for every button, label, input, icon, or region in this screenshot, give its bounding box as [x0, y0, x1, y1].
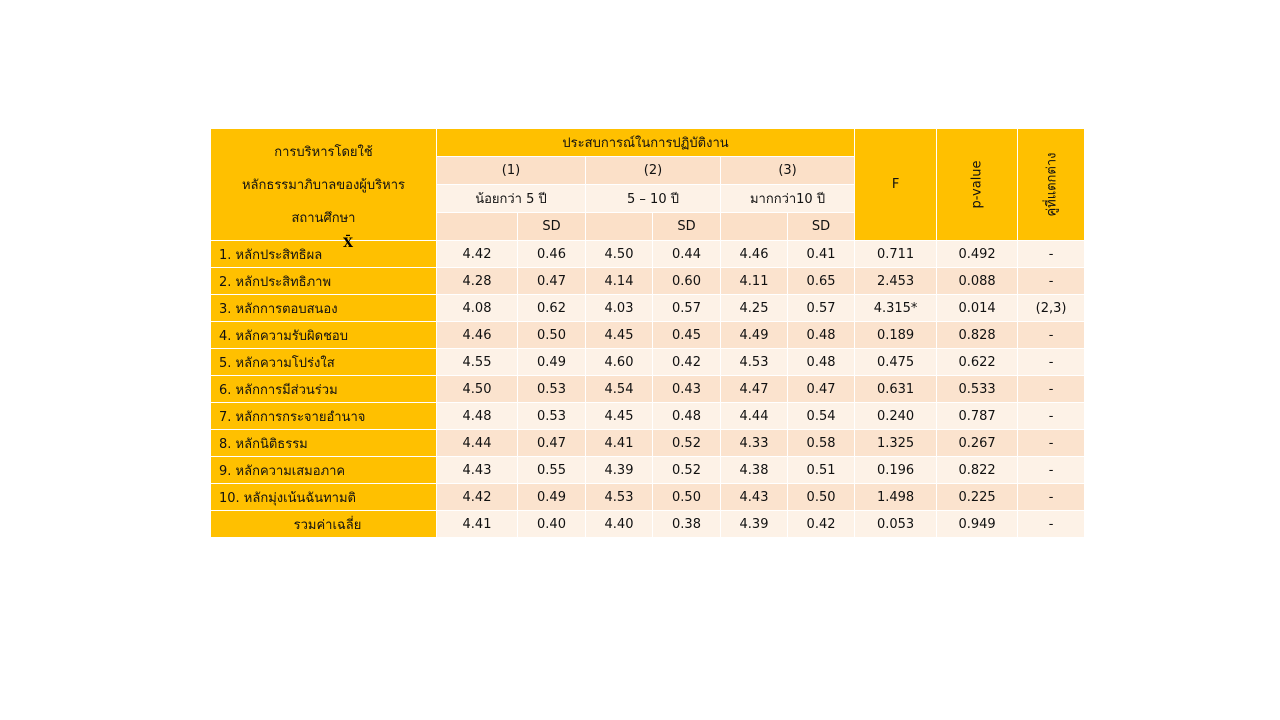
cell-f: 0.240 — [855, 403, 937, 430]
pairs-label: คู่ที่แตกต่าง — [1044, 152, 1060, 217]
group-1-number: (1) — [437, 157, 586, 185]
group-3-sd-header: SD — [788, 213, 855, 241]
cell-s3: 0.54 — [788, 403, 855, 430]
cell-m2: 4.54 — [586, 376, 653, 403]
cell-m3: 4.49 — [721, 322, 788, 349]
cell-m2: 4.39 — [586, 457, 653, 484]
cell-pair: - — [1018, 457, 1085, 484]
cell-pair: - — [1018, 430, 1085, 457]
cell-s2: 0.44 — [653, 241, 721, 268]
table-row — [211, 484, 1085, 511]
group-3-label: มากกว่า10 ปี — [721, 185, 855, 213]
group-1-label: น้อยกว่า 5 ปี — [437, 185, 586, 213]
cell-s2: 0.52 — [653, 430, 721, 457]
cell-m2: 4.45 — [586, 322, 653, 349]
table-row — [211, 322, 1085, 349]
p-value-label: p-value — [969, 160, 985, 209]
table-row — [211, 403, 1085, 430]
cell-s2: 0.43 — [653, 376, 721, 403]
cell-f: 0.475 — [855, 349, 937, 376]
cell-f: 0.631 — [855, 376, 937, 403]
anova-table — [210, 128, 1085, 538]
cell-s2: 0.50 — [653, 484, 721, 511]
cell-m1: 4.42 — [437, 484, 518, 511]
table-row — [211, 241, 1085, 268]
cell-m3: 4.44 — [721, 403, 788, 430]
cell-s2: 0.60 — [653, 268, 721, 295]
cell-s1: 0.50 — [518, 322, 586, 349]
table-row — [211, 349, 1085, 376]
cell-s1: 0.53 — [518, 376, 586, 403]
table-row — [211, 511, 1085, 538]
cell-m1: 4.08 — [437, 295, 518, 322]
cell-s3: 0.41 — [788, 241, 855, 268]
cell-s3: 0.42 — [788, 511, 855, 538]
cell-s2: 0.45 — [653, 322, 721, 349]
cell-s3: 0.47 — [788, 376, 855, 403]
cell-pair: - — [1018, 376, 1085, 403]
group-3-mean-header — [721, 213, 788, 241]
cell-s1: 0.46 — [518, 241, 586, 268]
cell-m1: 4.55 — [437, 349, 518, 376]
cell-pair: - — [1018, 511, 1085, 538]
cell-s1: 0.55 — [518, 457, 586, 484]
cell-m3: 4.25 — [721, 295, 788, 322]
cell-m2: 4.41 — [586, 430, 653, 457]
cell-pair: - — [1018, 484, 1085, 511]
cell-m2: 4.03 — [586, 295, 653, 322]
row-name: รวมค่าเฉลี่ย — [211, 511, 437, 538]
cell-p: 0.828 — [937, 322, 1018, 349]
cell-f: 1.498 — [855, 484, 937, 511]
cell-s3: 0.58 — [788, 430, 855, 457]
cell-s1: 0.53 — [518, 403, 586, 430]
row-name: 3. หลักการตอบสนอง — [211, 295, 437, 322]
cell-f: 0.196 — [855, 457, 937, 484]
row-name: 5. หลักความโปร่งใส — [211, 349, 437, 376]
cell-f: 1.325 — [855, 430, 937, 457]
table-row — [211, 457, 1085, 484]
cell-f: 0.711 — [855, 241, 937, 268]
cell-pair: (2,3) — [1018, 295, 1085, 322]
row-name: 8. หลักนิติธรรม — [211, 430, 437, 457]
cell-s2: 0.52 — [653, 457, 721, 484]
header-group-line-3: สถานศึกษา — [291, 211, 356, 226]
table-row — [211, 268, 1085, 295]
cell-m2: 4.45 — [586, 403, 653, 430]
cell-s1: 0.49 — [518, 484, 586, 511]
group-2-number: (2) — [586, 157, 721, 185]
cell-m3: 4.47 — [721, 376, 788, 403]
cell-s3: 0.50 — [788, 484, 855, 511]
header-pairs — [1018, 129, 1085, 241]
cell-pair: - — [1018, 241, 1085, 268]
cell-p: 0.267 — [937, 430, 1018, 457]
cell-m1: 4.50 — [437, 376, 518, 403]
row-name: 1. หลักประสิทธิผล — [211, 241, 437, 268]
cell-m1: 4.44 — [437, 430, 518, 457]
group-2-mean-header — [586, 213, 653, 241]
row-name: 2. หลักประสิทธิภาพ — [211, 268, 437, 295]
cell-s3: 0.65 — [788, 268, 855, 295]
header-group-label — [211, 129, 437, 241]
group-3-number: (3) — [721, 157, 855, 185]
cell-m1: 4.41 — [437, 511, 518, 538]
table-row — [211, 430, 1085, 457]
cell-m1: 4.28 — [437, 268, 518, 295]
cell-s2: 0.57 — [653, 295, 721, 322]
cell-m3: 4.39 — [721, 511, 788, 538]
cell-s3: 0.51 — [788, 457, 855, 484]
cell-s1: 0.47 — [518, 268, 586, 295]
cell-p: 0.225 — [937, 484, 1018, 511]
cell-pair: - — [1018, 403, 1085, 430]
cell-m3: 4.33 — [721, 430, 788, 457]
cell-p: 0.787 — [937, 403, 1018, 430]
cell-f: 4.315* — [855, 295, 937, 322]
cell-pair: - — [1018, 268, 1085, 295]
table-row — [211, 295, 1085, 322]
cell-s1: 0.40 — [518, 511, 586, 538]
cell-p: 0.014 — [937, 295, 1018, 322]
cell-m1: 4.48 — [437, 403, 518, 430]
header-group-line-2: หลักธรรมาภิบาลของผู้บริหาร — [241, 178, 405, 193]
cell-m1: 4.46 — [437, 322, 518, 349]
cell-pair: - — [1018, 322, 1085, 349]
row-name: 6. หลักการมีส่วนร่วม — [211, 376, 437, 403]
cell-m2: 4.40 — [586, 511, 653, 538]
cell-f: 0.189 — [855, 322, 937, 349]
group-2-sd-header: SD — [653, 213, 721, 241]
cell-s3: 0.48 — [788, 322, 855, 349]
cell-m1: 4.43 — [437, 457, 518, 484]
cell-s3: 0.57 — [788, 295, 855, 322]
header-experience: ประสบการณ์ในการปฏิบัติงาน — [437, 129, 855, 157]
cell-s2: 0.48 — [653, 403, 721, 430]
cell-m3: 4.43 — [721, 484, 788, 511]
cell-p: 0.492 — [937, 241, 1018, 268]
cell-m3: 4.46 — [721, 241, 788, 268]
group-2-label: 5 – 10 ปี — [586, 185, 721, 213]
cell-m2: 4.14 — [586, 268, 653, 295]
cell-p: 0.088 — [937, 268, 1018, 295]
cell-m2: 4.60 — [586, 349, 653, 376]
cell-p: 0.533 — [937, 376, 1018, 403]
cell-m2: 4.50 — [586, 241, 653, 268]
cell-s1: 0.49 — [518, 349, 586, 376]
cell-f: 0.053 — [855, 511, 937, 538]
row-name: 4. หลักความรับผิดชอบ — [211, 322, 437, 349]
cell-m3: 4.53 — [721, 349, 788, 376]
group-1-mean-header — [437, 213, 518, 241]
cell-p: 0.822 — [937, 457, 1018, 484]
header-p-value — [937, 129, 1018, 241]
row-name: 9. หลักความเสมอภาค — [211, 457, 437, 484]
cell-s1: 0.62 — [518, 295, 586, 322]
cell-s3: 0.48 — [788, 349, 855, 376]
cell-m2: 4.53 — [586, 484, 653, 511]
cell-s2: 0.42 — [653, 349, 721, 376]
row-name: 7. หลักการกระจายอำนาจ — [211, 403, 437, 430]
cell-pair: - — [1018, 349, 1085, 376]
cell-s1: 0.47 — [518, 430, 586, 457]
header-f: F — [855, 129, 937, 241]
group-1-sd-header: SD — [518, 213, 586, 241]
header-group-line-1: การบริหารโดยใช้ — [274, 145, 373, 160]
cell-p: 0.622 — [937, 349, 1018, 376]
mean-symbol: X̄ — [343, 236, 354, 251]
cell-p: 0.949 — [937, 511, 1018, 538]
cell-f: 2.453 — [855, 268, 937, 295]
cell-m3: 4.11 — [721, 268, 788, 295]
cell-m1: 4.42 — [437, 241, 518, 268]
cell-s2: 0.38 — [653, 511, 721, 538]
table-row — [211, 376, 1085, 403]
cell-m3: 4.38 — [721, 457, 788, 484]
row-name: 10. หลักมุ่งเน้นฉันทามติ — [211, 484, 437, 511]
